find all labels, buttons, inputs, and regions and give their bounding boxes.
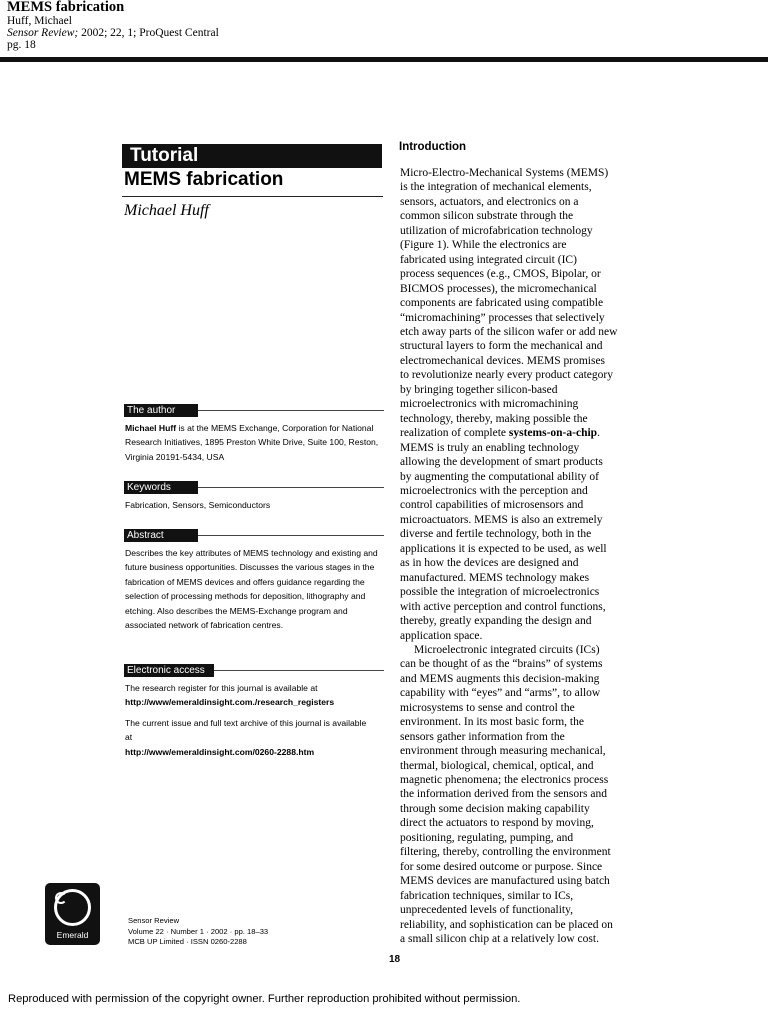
citation-journal: Sensor Review — [128, 916, 180, 925]
body-line: environment. In its most basic form, the — [400, 716, 584, 729]
body-line: process sequences (e.g., CMOS, Bipolar, or — [400, 268, 601, 281]
keywords-text: Fabrication, Sensors, Semiconductors — [125, 500, 271, 510]
body-line: microelectronics with the perception and — [400, 484, 588, 497]
abstract-heading: Abstract — [124, 529, 198, 542]
body-line: by augmenting the computational ability of — [400, 470, 599, 483]
body-line: for some desired outcome or purpose. Since — [400, 860, 603, 873]
introduction-heading: Introduction — [399, 141, 467, 153]
body-line-text: . — [597, 427, 600, 440]
body-line: allowing the development of smart products — [400, 456, 603, 469]
body-line: “micromachining” processes that selectively — [400, 311, 605, 324]
systems-on-a-chip-term: systems-on-a-chip — [508, 427, 598, 440]
document-source — [7, 27, 219, 39]
document-title: MEMS fabrication — [7, 0, 125, 15]
paragraph-1-part-a — [400, 166, 662, 426]
logo-swirl-icon — [55, 892, 67, 904]
section-rule — [198, 535, 384, 536]
body-line: a small silicon chip at a relatively low cost. — [400, 933, 599, 946]
body-line: fabrication techniques, similar to ICs, — [400, 889, 574, 902]
body-line: technology, thereby, making possible the — [400, 412, 588, 425]
journal-name: Sensor Review; — [7, 27, 79, 40]
body-line: reliability, and sophistication can be placed on — [400, 918, 613, 931]
journal-citation — [128, 916, 268, 948]
body-line: capability with “eyes” and “arms”, to allow — [400, 687, 601, 700]
logo-name: Emerald — [56, 930, 89, 940]
body-line: diverse and fertile technology, both in the — [400, 528, 592, 541]
section-rule — [198, 487, 384, 488]
document-authors: Huff, Michael — [7, 15, 72, 28]
body-line: magnetic phenomena; the electronics process — [400, 774, 609, 787]
body-line: to revolutionize nearly every product category — [400, 369, 613, 382]
body-line: thermal, biological, chemical, optical, and — [400, 759, 594, 772]
section-rule — [214, 670, 384, 671]
paragraph-1-part-b — [400, 441, 662, 643]
paragraph-2-first-line: Microelectronic integrated circuits (ICs) — [414, 643, 600, 656]
body-line: sensors, actuators, and electronics on a — [400, 195, 579, 208]
body-line: application space. — [400, 629, 483, 642]
title-divider — [122, 196, 383, 197]
body-line: common silicon substrate through the — [400, 210, 574, 223]
body-line: microelectronics with micromachining — [400, 398, 579, 411]
body-line: can be thought of as the “brains” of systems — [400, 658, 603, 671]
body-line: the information derived from the sensors and — [400, 788, 607, 801]
body-line: unprecedented levels of functionality, — [400, 904, 573, 917]
body-line: sensors gather information from the — [400, 730, 565, 743]
body-line — [400, 426, 662, 440]
citation-volume: Volume 22 · Number 1 · 2002 · pp. 18–33 — [128, 926, 269, 936]
body-line: utilization of microfabrication technology — [400, 224, 593, 237]
emerald-logo — [45, 883, 100, 945]
body-line: manufactured. MEMS technology makes — [400, 571, 590, 584]
page-number: 18 — [389, 954, 401, 965]
body-line: (Figure 1). While the electronics are — [400, 239, 567, 252]
header-rule — [0, 57, 768, 62]
body-line-text: realization of complete — [400, 427, 509, 440]
abstract-text: Describes the key attributes of MEMS technology and existing and future business opportunities. Discusses the various stages in the fabrication of MEMS devices and offers guidance regarding the selection of processing methods for deposition, lithography and etching. Also describes the MEMS-Exchange program and associated network of fabrication centres. — [125, 548, 378, 631]
body-line: environment through measuring mechanical, — [400, 745, 606, 758]
document-page: pg. 18 — [7, 39, 36, 52]
body-line: possible the integration of microelectronics — [400, 586, 600, 599]
body-line: Micro-Electro-Mechanical Systems (MEMS) — [400, 167, 609, 179]
body-line: control capabilities of microsensors and — [400, 499, 584, 512]
body-line: microactuators. MEMS is also an extremely — [400, 513, 603, 526]
journal-archive-link[interactable]: http://www/emeraldinsight.com/0260-2288.htm — [125, 747, 315, 757]
body-line: filtering, thereby, controlling the environment — [400, 846, 611, 859]
body-line: components are fabricated using compatible — [400, 297, 604, 310]
document-header — [7, 0, 219, 51]
body-line: and MEMS augments this decision-making — [400, 672, 600, 685]
body-line: by bringing together silicon-based — [400, 383, 558, 396]
body-line: as in how the devices are designed and — [400, 557, 579, 570]
body-line: fabricated using integrated circuit (IC) — [400, 253, 577, 266]
body-line: MEMS is truly an enabling technology — [400, 441, 580, 454]
tutorial-label: Tutorial — [130, 145, 199, 166]
body-line: MEMS devices are manufactured using batch — [400, 875, 610, 888]
electronic-access-p1: The research register for this journal is available at — [125, 683, 318, 693]
section-rule — [198, 410, 384, 411]
body-line: thereby, greatly expanding the design and — [400, 615, 592, 628]
body-line: with active perception and control functions, — [400, 600, 606, 613]
source-details: 2002; 22, 1; ProQuest Central — [78, 27, 219, 40]
body-line: etch away parts of the silicon wafer or add new — [400, 325, 618, 338]
body-line: microsystems to sense and control the — [400, 701, 575, 714]
copyright-footer: Reproduced with permission of the copyright owner. Further reproduction prohibited without permission. — [8, 993, 521, 1005]
article-author: Michael Huff — [124, 202, 209, 219]
author-name: Michael Huff — [125, 423, 177, 433]
the-author-text — [125, 421, 387, 464]
body-line: through some decision making capability — [400, 802, 590, 815]
body-line: is the integration of mechanical elements, — [400, 181, 592, 194]
article-title: MEMS fabrication — [124, 169, 284, 190]
citation-issn: MCB UP Limited · ISSN 0260-2288 — [128, 937, 247, 946]
the-author-heading: The author — [124, 404, 198, 417]
body-line: structural layers to form the mechanical and — [400, 340, 603, 353]
introduction-body — [400, 166, 662, 946]
research-register-link[interactable]: http://www/emeraldinsight.com./research_registers — [125, 697, 335, 707]
body-line: BICMOS processes), the micromechanical — [400, 282, 597, 295]
paragraph-2 — [400, 657, 662, 946]
electronic-access-heading: Electronic access — [124, 664, 214, 677]
body-line: applications it is expected to be used, as well — [400, 542, 607, 555]
keywords-heading: Keywords — [124, 481, 198, 494]
electronic-access-p2: The current issue and full text archive of this journal is available at — [125, 718, 367, 743]
body-line: direct the actuators to respond by moving, — [400, 817, 594, 830]
author-affiliation: is at the MEMS Exchange, Corporation for National Research Initiatives, 1895 Preston White Drive, Suite 100, Reston, Virginia 20191-5434, USA — [125, 423, 379, 462]
body-line: electromechanical devices. MEMS promises — [400, 354, 606, 367]
body-line: positioning, regulating, pumping, and — [400, 831, 574, 844]
